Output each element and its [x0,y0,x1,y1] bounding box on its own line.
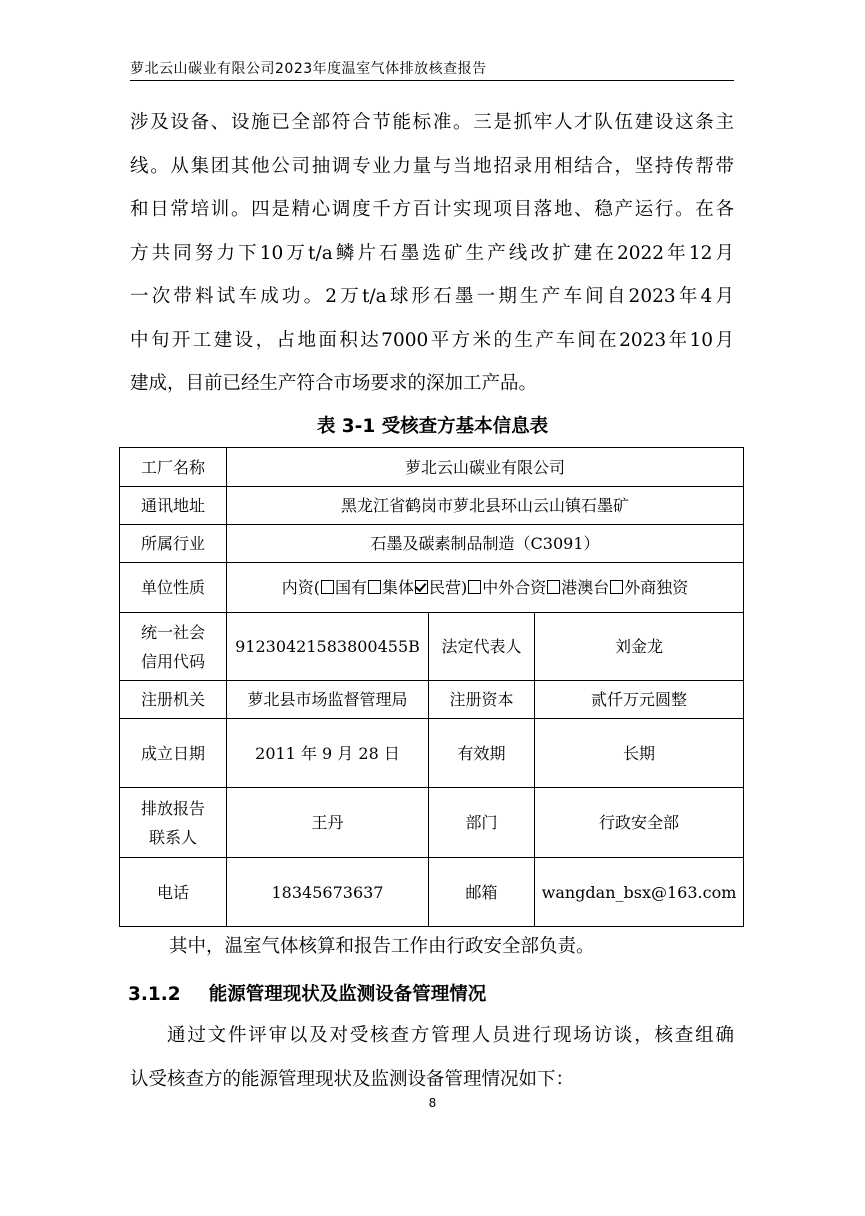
basic-info-table [119,447,744,927]
section-title: 能源管理现状及监测设备管理情况 [208,984,487,1005]
text-line: 认受核查方的能源管理现状及监测设备管理情况如下： [130,1068,575,1090]
department-label: 部门 [429,788,535,858]
validity-label: 有效期 [429,719,535,788]
responsibility-note: 其中，温室气体核算和报告工作由行政安全部负责。 [169,936,595,957]
nature-option: 港澳台 [561,578,610,597]
credit-code-label [120,613,227,681]
nature-label: 单位性质 [120,563,227,613]
checkbox-icon [468,580,481,594]
table-row [120,448,744,487]
industry-label: 所属行业 [120,525,227,563]
nature-option: 集体 [381,578,414,597]
checkbox-icon [610,580,623,594]
table-row [120,487,744,525]
factory-name-label: 工厂名称 [120,448,227,487]
table-row [120,563,744,613]
table-row [120,858,744,927]
founded-date-label: 成立日期 [120,719,227,788]
table-row [120,613,744,681]
table-caption: 表 3-1 受核查方基本信息表 [316,416,549,437]
legal-rep-value: 刘金龙 [535,613,744,681]
legal-rep-label: 法定代表人 [429,613,535,681]
registered-capital-value: 贰仟万元圆整 [535,681,744,719]
address-label: 通讯地址 [120,487,227,525]
nature-option: 外商独资 [624,578,689,597]
department-value: 行政安全部 [535,788,744,858]
address-value: 黑龙江省鹤岗市萝北县环山云山镇石墨矿 [227,487,744,525]
outro-paragraph [130,1014,734,1101]
text-line: 线。从集团其他公司抽调专业力量与当地招录用相结合，坚持传帮带 [130,155,734,177]
table-row [120,681,744,719]
nature-option: 国有 [334,578,367,597]
intro-paragraph [130,101,734,406]
header-divider [130,80,734,81]
text-line: 建成，目前已经生产符合市场要求的深加工产品。 [130,373,538,394]
founded-date-value: 2011 年 9 月 28 日 [227,719,429,788]
text-line: 方共同努力下10万t/a鳞片石墨选矿生产线改扩建在2022年12月 [130,242,734,264]
table-row [120,525,744,563]
table-row [120,719,744,788]
validity-value: 长期 [535,719,744,788]
registered-capital-label: 注册资本 [429,681,535,719]
email-value: wangdan_bsx@163.com [535,858,744,927]
checkbox-icon [547,580,560,594]
report-header: 萝北云山碳业有限公司2023年度温室气体排放核查报告 [130,61,487,77]
contact-label [120,788,227,858]
text-line: 涉及设备、设施已全部符合节能标准。三是抓牢人才队伍建设这条主 [130,112,734,133]
checkbox-icon [321,580,334,594]
text-line: 和日常培训。四是精心调度千方百计实现项目落地、稳产运行。在各 [130,199,734,220]
credit-code-value: 91230421583800455B [227,613,429,681]
registration-authority-value: 萝北县市场监督管理局 [227,681,429,719]
nature-option: 民营) [429,578,468,597]
industry-value: 石墨及碳素制品制造（C3091） [227,525,744,563]
credit-code-label-text: 统一社会信用代码 [140,622,205,671]
phone-label: 电话 [120,858,227,927]
contact-value: 王丹 [227,788,429,858]
registration-authority-label: 注册机关 [120,681,227,719]
factory-name-value: 萝北云山碳业有限公司 [227,448,744,487]
nature-prefix: 内资( [281,578,320,597]
text-line: 中旬开工建设，占地面积达7000平方米的生产车间在2023年10月 [130,329,734,351]
nature-option: 中外合资 [482,578,547,597]
checkbox-icon [368,580,381,594]
text-line: 通过文件评审以及对受核查方管理人员进行现场访谈，核查组确 [167,1025,734,1046]
section-heading [128,980,486,1006]
email-label: 邮箱 [429,858,535,927]
contact-label-text: 排放报告联系人 [140,798,205,847]
page-number: 8 [428,1096,437,1110]
nature-options [227,563,744,613]
phone-value: 18345673637 [227,858,429,927]
text-line: 一次带料试车成功。2万t/a球形石墨一期生产车间自2023年4月 [130,286,734,307]
section-number: 3.1.2 [128,984,181,1005]
checked-checkbox-icon [415,580,428,594]
table-row [120,788,744,858]
